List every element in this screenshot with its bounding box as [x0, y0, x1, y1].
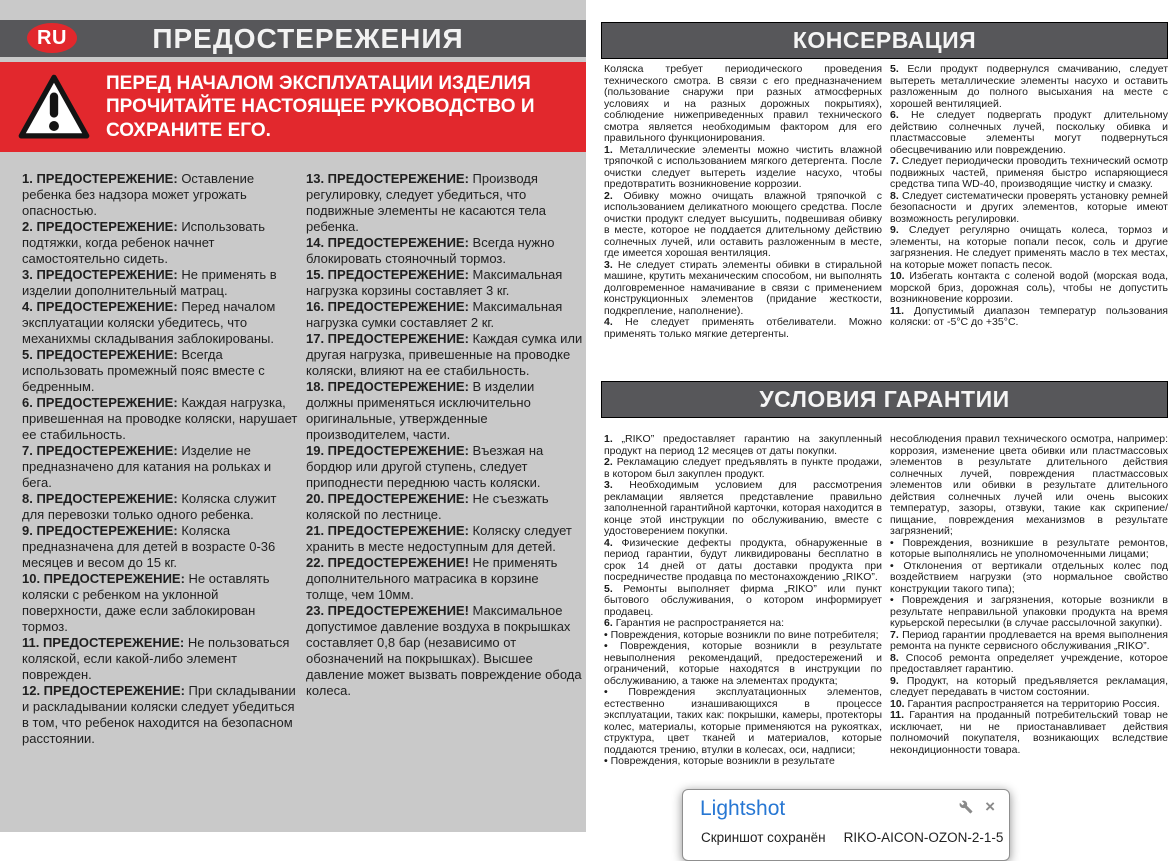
lightshot-filename: RIKO-AICON-OZON-2-1-5: [843, 830, 1004, 845]
maintenance-item-number: 2.: [604, 189, 613, 202]
warranty-item: [890, 710, 1168, 756]
warranty-item-number: 1.: [604, 433, 613, 445]
warranty-item: [890, 561, 1168, 596]
warranty-item-text: Повреждения и загрязнения, которые возникли в результате неправильной упаковки продукта на время курьерской пересылки (в случае рассылочной закупки).: [890, 594, 1169, 629]
warning-item-label: 7. ПРЕДОСТЕРЕЖЕНИЕ:: [22, 443, 178, 458]
alert-line-3: СОХРАНИТЕ ЕГО.: [106, 119, 271, 141]
warning-item-label: 3. ПРЕДОСТЕРЕЖЕНИЕ:: [22, 267, 178, 282]
warning-item-text: Не пользоваться коляской, если какой-либо элемент поврежден.: [22, 635, 290, 682]
ru-language-badge: [27, 23, 77, 53]
lightshot-status-line: [701, 830, 1003, 845]
warning-item: [22, 347, 299, 395]
warranty-item-text: Отклонения от вертикали отдельных колес под воздействием нагрузки (это нормальное свойство конструкции такого типа);: [890, 559, 1169, 595]
warranty-item: [604, 480, 882, 538]
read-manual-alert-text: [106, 72, 534, 143]
warranty-item-text: Период гарантии продлевается на время выполнения ремонта на пункте сервисного обслуживания „RIKO”.: [890, 628, 1168, 652]
warning-item-label: 13. ПРЕДОСТЕРЕЖЕНИЕ:: [306, 171, 469, 186]
maintenance-item-number: 4.: [604, 316, 613, 328]
warning-item-text: Всегда использовать промежный пояс вместе с бедренным.: [22, 347, 265, 394]
warranty-item-text: Повреждения эксплуатационных элементов, естественно изнашивающихся в процессе эксплуатации, таких как: покрышки, камеры, протекторы колес, материалы, которые применяются на рукоятках, структура, цвет тканей и материалов, которые поддаются трению, втулки в колесах, оси, надписи;: [604, 686, 882, 756]
warranty-item: [604, 538, 882, 584]
warning-item-label: 15. ПРЕДОСТЕРЕЖЕНИЕ:: [306, 267, 469, 282]
lightshot-status-text: Скриншот сохранён: [701, 830, 826, 845]
maintenance-item-text: Если продукт подвернулся смачиванию, следует вытереть металлические элементы насухо и оставить разложенным до полного высыхания на месте с хорошей вентиляцией.: [890, 63, 1169, 110]
warranty-item-number: •: [890, 594, 894, 606]
warning-item: [22, 491, 299, 523]
warning-item: [22, 171, 299, 219]
warning-item-label: 20. ПРЕДОСТЕРЕЖЕНИЕ:: [306, 491, 469, 506]
alert-line-2: ПРОЧИТАЙТЕ НАСТОЯЩЕЕ РУКОВОДСТВО И: [106, 96, 535, 118]
maintenance-item-text: Следует периодически проводить технический осмотр подвижных частей, применяя быстро испаряющиеся средства типа WD-40, производящие чистку и смазку.: [890, 155, 1168, 190]
maintenance-item: [890, 271, 1168, 306]
maintenance-item: [604, 260, 882, 318]
lightshot-popup: [682, 789, 1010, 861]
warning-item: [306, 267, 583, 299]
warranty-item: [890, 630, 1168, 653]
maintenance-item-number: 10.: [890, 270, 905, 282]
warranty-item-number: •: [890, 536, 894, 549]
maintenance-body: [604, 64, 1168, 340]
warranty-column-2: [890, 434, 1168, 768]
warranty-item-number: 3.: [604, 479, 613, 491]
warning-item: [22, 443, 299, 491]
warranty-item-text: Продукт, на который предъявляется рекламация, следует передавать в чистом состоянии.: [890, 674, 1168, 698]
alert-line-1: ПЕРЕД НАЧАЛОМ ЭКСПЛУАТАЦИИ ИЗДЕЛИЯ: [106, 72, 531, 94]
warning-item-label: 19. ПРЕДОСТЕРЕЖЕНИЕ:: [306, 443, 469, 458]
warranty-item-text: „RIKO” предоставляет гарантию на закупленный продукт на период 12 месяцев от даты покупки.: [604, 433, 883, 457]
warning-item: [306, 235, 583, 267]
warranty-item-number: •: [890, 559, 894, 572]
warning-item: [22, 267, 299, 299]
warning-item-label: 16. ПРЕДОСТЕРЕЖЕНИЕ:: [306, 299, 469, 314]
ru-badge-label: RU: [37, 26, 67, 49]
maintenance-item-number: 6.: [890, 109, 899, 121]
warranty-body: [604, 434, 1168, 768]
warning-item-label: 22. ПРЕДОСТЕРЕЖЕНИЕ!: [306, 555, 469, 570]
warning-item-text: Использовать подтяжки, когда ребенок начнет самостоятельно сидеть.: [22, 219, 265, 266]
warranty-item-text: Физические дефекты продукта, обнаруженные в период гарантии, будут ликвидированы бесплатно в срок 14 дней от даты доставки продукта при посредничестве продавца по местонахождению „RIKO”.: [604, 536, 882, 583]
maintenance-item-number: 1.: [604, 143, 613, 156]
warning-item-label: 9. ПРЕДОСТЕРЕЖЕНИЕ:: [22, 523, 178, 538]
warning-item-label: 14. ПРЕДОСТЕРЕЖЕНИЕ:: [306, 235, 469, 250]
warning-item: [306, 299, 583, 331]
warnings-body: [22, 171, 582, 747]
warning-item-text: Каждая нагрузка, привешенная на проводке коляски, нарушает ее стабильность.: [22, 395, 298, 442]
warranty-item-number: 4.: [604, 536, 613, 549]
lightshot-title: Lightshot: [700, 797, 786, 820]
warranty-item: [890, 595, 1168, 630]
maintenance-section-title: КОНСЕРВАЦИЯ: [601, 22, 1168, 59]
maintenance-item: [890, 191, 1168, 226]
maintenance-item-text: Металлические элементы можно чистить влажной тряпочкой с использованием мягкого детергента. После очистки следует вытереть изделие насухо, чтобы предотвратить возникновение коррозии.: [604, 143, 883, 190]
warning-item-label: 8. ПРЕДОСТЕРЕЖЕНИЕ:: [22, 491, 178, 506]
warning-item: [306, 491, 583, 523]
maintenance-item-text: Коляска требует периодического проведения технического смотра. В связи с его предназначением (пользование снаружи при разных атмосферных условиях и на разных дорожных покрытиях), соблюдение нижеприведенных правил технического смотра является необходимым фактором для его правильного функционирования.: [604, 63, 882, 144]
warnings-page: [0, 0, 586, 832]
warning-item: [306, 523, 583, 555]
warranty-item: [604, 457, 882, 480]
warning-item-text: В изделии должны применяться исключительно оригинальные, утвержденные производителем, части.: [306, 379, 535, 442]
warning-item: [306, 555, 583, 603]
warning-item-label: 17. ПРЕДОСТЕРЕЖЕНИЕ:: [306, 331, 469, 346]
warning-item: [306, 443, 583, 491]
wrench-settings-icon[interactable]: [959, 800, 973, 814]
maintenance-item-number: 7.: [890, 155, 899, 167]
maintenance-item: [890, 64, 1168, 110]
maintenance-item: [890, 306, 1168, 329]
warranty-item-number: •: [604, 628, 608, 641]
maintenance-item: [604, 191, 882, 260]
warranty-item-number: •: [604, 686, 608, 698]
maintenance-item: [890, 110, 1168, 156]
lightshot-toolbar: [959, 797, 995, 816]
warning-item-text: Всегда нужно блокировать стояночный тормоз.: [306, 235, 555, 266]
warranty-item: [890, 434, 1168, 538]
warranty-item-number: 8.: [890, 651, 899, 664]
warranty-item-text: Повреждения, которые возникли в результате: [610, 755, 835, 767]
maintenance-item: [890, 156, 1168, 191]
warning-item-label: 18. ПРЕДОСТЕРЕЖЕНИЕ:: [306, 379, 469, 394]
warranty-item: [890, 676, 1168, 699]
maintenance-item-number: 5.: [890, 63, 899, 75]
warranty-item-text: Гарантия не распространяется на:: [615, 617, 785, 629]
warning-item-label: 10. ПРЕДОСТЕРЕЖЕНИЕ:: [22, 571, 185, 586]
warranty-item-number: 6.: [604, 617, 613, 629]
maintenance-item-number: 8.: [890, 189, 899, 202]
warning-item-text: Коляска предназначена для детей в возрасте 0-36 месяцев и весом до 15 кг.: [22, 523, 276, 570]
warranty-item-text: Рекламацию следует предъявлять в пункте продажи, в котором был закуплен продукт.: [604, 456, 882, 480]
warning-item-text: Не оставлять коляски с ребенком на уклонной поверхности, даже если заблокирован тормоз.: [22, 571, 270, 634]
warning-item-text: Максимальная нагрузка сумки составляет 2 кг.: [306, 299, 563, 330]
warning-item-label: 4. ПРЕДОСТЕРЕЖЕНИЕ:: [22, 299, 178, 314]
maintenance-column-2: [890, 64, 1168, 340]
maintenance-item: [604, 64, 882, 145]
warning-item-text: Оставление ребенка без надзора может угрожать опасностью.: [22, 171, 255, 218]
warning-item-text: Каждая сумка или другая нагрузка, привешенные на проводке коляски, влияют на ее стабильность.: [306, 331, 583, 378]
warning-item: [306, 171, 583, 235]
maintenance-item-text: Следует систематически проверять установку ремней безопасности и других элементов, которые имеют возможность регулировки.: [890, 189, 1168, 225]
warranty-item-number: •: [604, 755, 608, 767]
warning-item: [22, 299, 299, 347]
warning-item-text: Максимальная нагрузка корзины составляет 3 кг.: [306, 267, 563, 298]
warning-item: [306, 331, 583, 379]
maintenance-item-text: Обивку можно очищать влажной тряпочкой с использованием деликатного моющего средства. После очистки продукт следует высушить, подвешивая обивку в месте, которое не поддается длительному действию солнечных лучей, или оставить разложенным в месте, где имеется хорошая вентиляция.: [604, 189, 882, 259]
warranty-section-title: УСЛОВИЯ ГАРАНТИИ: [601, 381, 1168, 418]
read-manual-alert: [0, 62, 586, 152]
maintenance-item: [890, 225, 1168, 271]
warranty-item: [604, 687, 882, 756]
warranty-item: [604, 756, 882, 768]
warning-triangle-icon: [16, 72, 92, 142]
maintenance-item-number: 9.: [890, 224, 899, 236]
warning-item-text: Не съезжать коляской по лестнице.: [306, 491, 549, 522]
maintenance-warranty-page: [586, 0, 1173, 845]
warning-item-text: Не применять в изделии дополнительный матрац.: [22, 267, 277, 298]
warning-item-label: 11. ПРЕДОСТЕРЕЖЕНИЕ:: [22, 635, 185, 650]
warning-item: [22, 523, 299, 571]
warranty-item-number: 11.: [890, 709, 905, 721]
warning-item: [22, 683, 299, 747]
warranty-item-number: 5.: [604, 582, 613, 595]
maintenance-column-1: [604, 64, 882, 340]
warranty-item: [604, 641, 882, 687]
maintenance-item-text: Допустимый диапазон температур пользования коляски: от -5°C до +35°C.: [890, 304, 1168, 328]
warranty-item-text: Ремонты выполняет фирма „RIKO” или пункт бытового обслуживания, о котором информирует продавец.: [604, 582, 882, 618]
warning-item-label: 23. ПРЕДОСТЕРЕЖЕНИЕ!: [306, 603, 469, 618]
maintenance-item-text: Следует регулярно очищать колеса, тормоз и элементы, на которые попали песок, соль и другие загрязнения. Не следует применять масло в тех местах, на которые может попасть песок.: [890, 224, 1168, 271]
maintenance-item: [604, 145, 882, 191]
maintenance-item: [604, 317, 882, 340]
warranty-item-text: несоблюдения правил технического осмотра, например: коррозия, изменение цвета обивки или пластмассовых элементов в результате длительного действия солнечных лучей, повреждения пластмассовых элементов или обивки в результате длительного действия солнечных лучей или очень высоких температур, зазоры, отзвуки, такие как скрипение/ пищание, повреждения механизмов в результате загрязнений;: [890, 433, 1168, 537]
warning-item-text: Перед началом эксплуатации коляски убедитесь, что механихмы складывания заблокированы.: [22, 299, 276, 346]
maintenance-item-number: 3.: [604, 258, 613, 271]
warranty-item-number: 7.: [890, 628, 899, 641]
maintenance-item-text: Не следует применять отбеливатели. Можно применять только мягкие детергенты.: [604, 316, 882, 340]
warranty-item-text: Способ ремонта определяет учреждение, которое предоставляет гарантию.: [890, 651, 1168, 675]
warning-item: [306, 603, 583, 699]
warning-item: [22, 571, 299, 635]
warning-item-text: Коляску следует хранить в месте недоступным для детей.: [306, 523, 572, 554]
warning-item: [22, 635, 299, 683]
warranty-item-text: Гарантия распространяется на территорию Россия.: [907, 697, 1160, 710]
warranty-item-number: 2.: [604, 456, 613, 468]
warranty-item: [890, 538, 1168, 561]
warning-item-text: Изделие не предназначено для катания на рольках и бега.: [22, 443, 272, 490]
warranty-item-number: 9.: [890, 674, 899, 687]
maintenance-item-text: Избегать контакта с соленой водой (морская вода, морской бриз, дорожная соль), чтобы не допустить возникновение коррозии.: [890, 270, 1168, 305]
maintenance-item-text: Не следует стирать элементы обивки в стиральной машине, крутить механическим способом, ни выполнять долговременное намачивание в связи с применением конструкционных элементов (придание жесткости, подкрепление, наполнение).: [604, 258, 883, 317]
warnings-page-title: ПРЕДОСТЕРЕЖЕНИЯ: [152, 22, 464, 54]
warranty-item: [890, 653, 1168, 676]
warranty-item: [604, 434, 882, 457]
warranty-item: [604, 584, 882, 619]
warranty-item-text: Гарантия на проданный потребительский товар не исключает, ни не приостанавливает действия полномочий покупателя, возникающих вследствие некондиционности товара.: [890, 709, 1168, 756]
warning-item-text: При складывании и раскладывании коляски следует убедиться в том, что ребенок находится на безопасном расстоянии.: [22, 683, 296, 746]
warnings-column-2: [306, 171, 583, 747]
warning-item-label: 5. ПРЕДОСТЕРЕЖЕНИЕ:: [22, 347, 178, 362]
warning-item: [22, 219, 299, 267]
close-icon[interactable]: ×: [985, 797, 995, 816]
warranty-item-text: Повреждения, которые возникли в результате невыполнения рекомендаций, предостережений и ограничений, которые находятся в инструкции по обслуживанию, а также на элементах продукта;: [604, 640, 883, 687]
warnings-column-1: [22, 171, 299, 747]
warranty-item-text: Повреждения, которые возникли по вине потребителя;: [610, 628, 879, 641]
warning-item-label: 2. ПРЕДОСТЕРЕЖЕНИЕ:: [22, 219, 178, 234]
warning-item: [306, 379, 583, 443]
warning-item-label: 12. ПРЕДОСТЕРЕЖЕНИЕ:: [22, 683, 185, 698]
warning-item-text: Коляска служит для перевозки только одного ребенка.: [22, 491, 277, 522]
warning-item-text: Въезжая на бордюр или другой ступень, следует приподнести переднюю часть коляски.: [306, 443, 544, 490]
warranty-item-number: 10.: [890, 697, 905, 710]
warranty-column-1: [604, 434, 882, 768]
warnings-header: [0, 20, 586, 57]
warranty-item-text: Необходимым условием для рассмотрения рекламации является представление правильно заполненной гарантийной карточки, которая находится в конце этой инструкции по обслуживанию, вместе с удостоверением покупки.: [604, 479, 882, 537]
warning-item-label: 21. ПРЕДОСТЕРЕЖЕНИЕ:: [306, 523, 469, 538]
warranty-item-number: •: [604, 640, 608, 652]
warning-item-label: 1. ПРЕДОСТЕРЕЖЕНИЕ:: [22, 171, 178, 186]
warning-item-text: Максимальное допустимое давление воздуха в покрышках составляет 0,8 бар (независимо от обозначений на покрышках). Высшее давление может вызвать повреждение обода колеса.: [306, 603, 582, 698]
warning-item: [22, 395, 299, 443]
warning-item-text: Не применять дополнительного матрасика в корзине толще, чем 10мм.: [306, 555, 558, 602]
warning-item-text: Производя регулировку, следует убедиться, что подвижные элементы не касаются тела ребенка.: [306, 171, 547, 234]
maintenance-item-number: 11.: [890, 304, 905, 317]
warning-item-label: 6. ПРЕДОСТЕРЕЖЕНИЕ:: [22, 395, 178, 410]
warranty-item-text: Повреждения, возникшие в результате ремонтов, которые выполнялись не уполномоченными лицами;: [890, 536, 1169, 560]
maintenance-item-text: Не следует подвергать продукт длительному действию солнечных лучей, поскольку обивка и пластмассовые элементы могут подвернуться обесцвечиванию или повреждению.: [890, 109, 1168, 156]
